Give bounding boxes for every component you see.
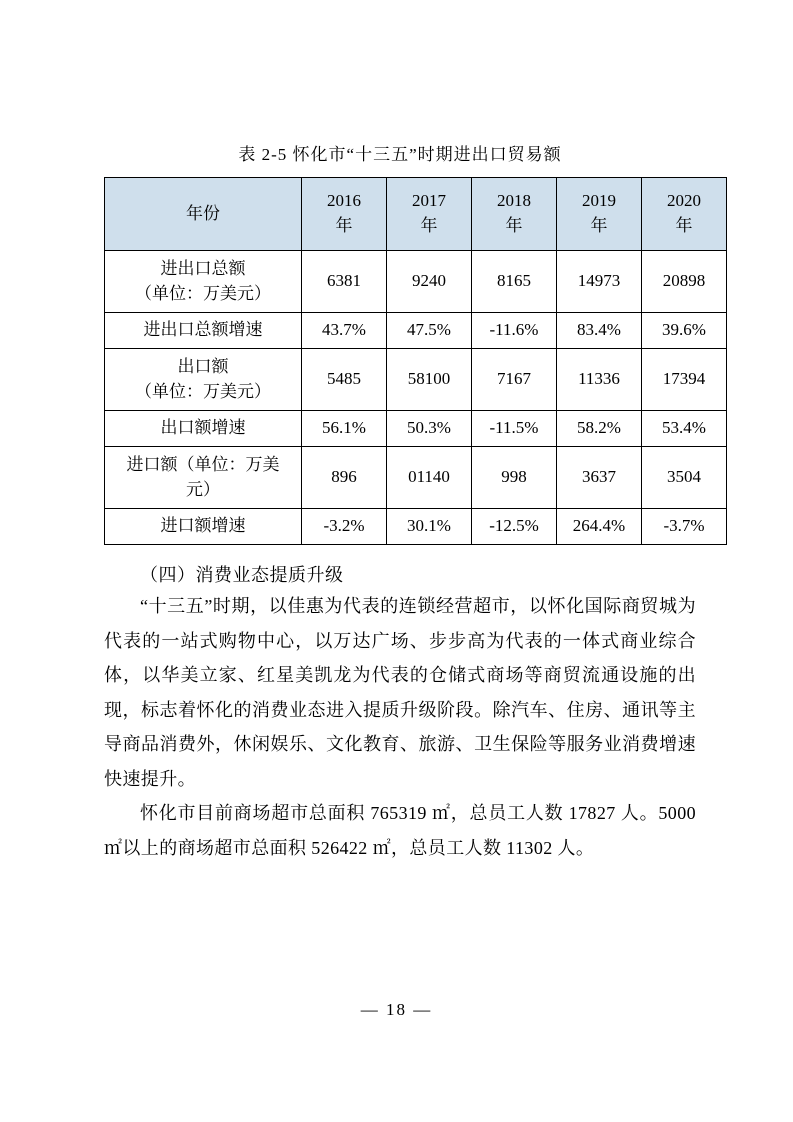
page-number: — 18 — <box>360 1000 433 1019</box>
cell-value: -3.2% <box>302 509 387 545</box>
trade-table <box>104 177 727 545</box>
table-row <box>105 251 727 313</box>
row-label-line1: 出口额 <box>177 356 229 376</box>
cell-value: 17394 <box>642 349 727 411</box>
cell-value: -11.6% <box>472 313 557 349</box>
cell-value: 9240 <box>387 251 472 313</box>
cell-value: -12.5% <box>472 509 557 545</box>
cell-value: 896 <box>302 447 387 509</box>
header-2016-line2: 年 <box>335 216 353 235</box>
table-row <box>105 509 727 545</box>
cell-value: 6381 <box>302 251 387 313</box>
cell-value: 58.2% <box>557 411 642 447</box>
cell-value: 30.1% <box>387 509 472 545</box>
cell-value: 83.4% <box>557 313 642 349</box>
page-content <box>104 140 706 865</box>
cell-value: 3637 <box>557 447 642 509</box>
cell-value: 8165 <box>472 251 557 313</box>
header-cell-year-label: 年份 <box>105 178 302 251</box>
paragraph-market-area: 怀化市目前商场超市总面积 765319 ㎡，总员工人数 17827 人。5000 ㎡以上的商场超市总面积 526422 ㎡，总员工人数 11302 人。 <box>104 803 696 858</box>
header-2017-line1: 2017 <box>412 191 446 211</box>
row-label-line2: （单位：万美元） <box>135 283 271 303</box>
cell-value: 01140 <box>387 447 472 509</box>
header-cell-2019 <box>557 178 642 251</box>
cell-value: 14973 <box>557 251 642 313</box>
cell-value: 264.4% <box>557 509 642 545</box>
cell-value: -3.7% <box>642 509 727 545</box>
header-2018-line1: 2018 <box>497 191 531 211</box>
cell-value: 43.7% <box>302 313 387 349</box>
cell-value: 7167 <box>472 349 557 411</box>
table-row <box>105 313 727 349</box>
table-header-row <box>105 178 727 251</box>
cell-value: 50.3% <box>387 411 472 447</box>
header-cell-2017 <box>387 178 472 251</box>
header-cell-2020 <box>642 178 727 251</box>
row-label-import-export-growth: 进出口总额增速 <box>105 313 302 349</box>
cell-value: 20898 <box>642 251 727 313</box>
cell-value: 53.4% <box>642 411 727 447</box>
header-2020-line2: 年 <box>675 216 693 235</box>
section-heading: （四）消费业态提质升级 <box>140 565 344 585</box>
cell-value: 58100 <box>387 349 472 411</box>
header-2018-line2: 年 <box>505 216 523 235</box>
header-cell-2016 <box>302 178 387 251</box>
row-label-import-export-total <box>105 251 302 313</box>
table-caption: 表 2-5 怀化市“十三五”时期进出口贸易额 <box>238 145 562 164</box>
row-label-import-growth: 进口额增速 <box>105 509 302 545</box>
paragraph-consumption: “十三五”时期，以佳惠为代表的连锁经营超市，以怀化国际商贸城为代表的一站式购物中心，以万达广场、步步高为代表的一体式商业综合体，以华美立家、红星美凯龙为代表的仓储式商场等商贸流通设施的出现，标志着怀化的消费业态进入提质升级阶段。除汽车、住房、通讯等主导商品消费外，休闲娱乐、文化教育、旅游、卫生保险等服务业消费增速快速提升。 <box>104 596 696 789</box>
cell-value: 5485 <box>302 349 387 411</box>
row-label-line1: 进出口总额 <box>160 258 246 278</box>
row-label-line2: 元） <box>186 479 220 499</box>
table-row <box>105 411 727 447</box>
cell-value: 11336 <box>557 349 642 411</box>
header-2020-line1: 2020 <box>667 191 701 211</box>
table-row <box>105 447 727 509</box>
header-2019-line1: 2019 <box>582 191 616 211</box>
cell-value: 3504 <box>642 447 727 509</box>
cell-value: 39.6% <box>642 313 727 349</box>
cell-value: 56.1% <box>302 411 387 447</box>
row-label-line1: 进口额（单位：万美 <box>126 454 280 474</box>
row-label-line2: （单位：万美元） <box>135 381 271 401</box>
cell-value: -11.5% <box>472 411 557 447</box>
table-row <box>105 349 727 411</box>
header-cell-2018 <box>472 178 557 251</box>
row-label-export-amount <box>105 349 302 411</box>
header-2019-line2: 年 <box>590 216 608 235</box>
header-2016-line1: 2016 <box>327 191 361 211</box>
header-2017-line2: 年 <box>420 216 438 235</box>
row-label-import-amount <box>105 447 302 509</box>
cell-value: 47.5% <box>387 313 472 349</box>
cell-value: 998 <box>472 447 557 509</box>
row-label-export-growth: 出口额增速 <box>105 411 302 447</box>
